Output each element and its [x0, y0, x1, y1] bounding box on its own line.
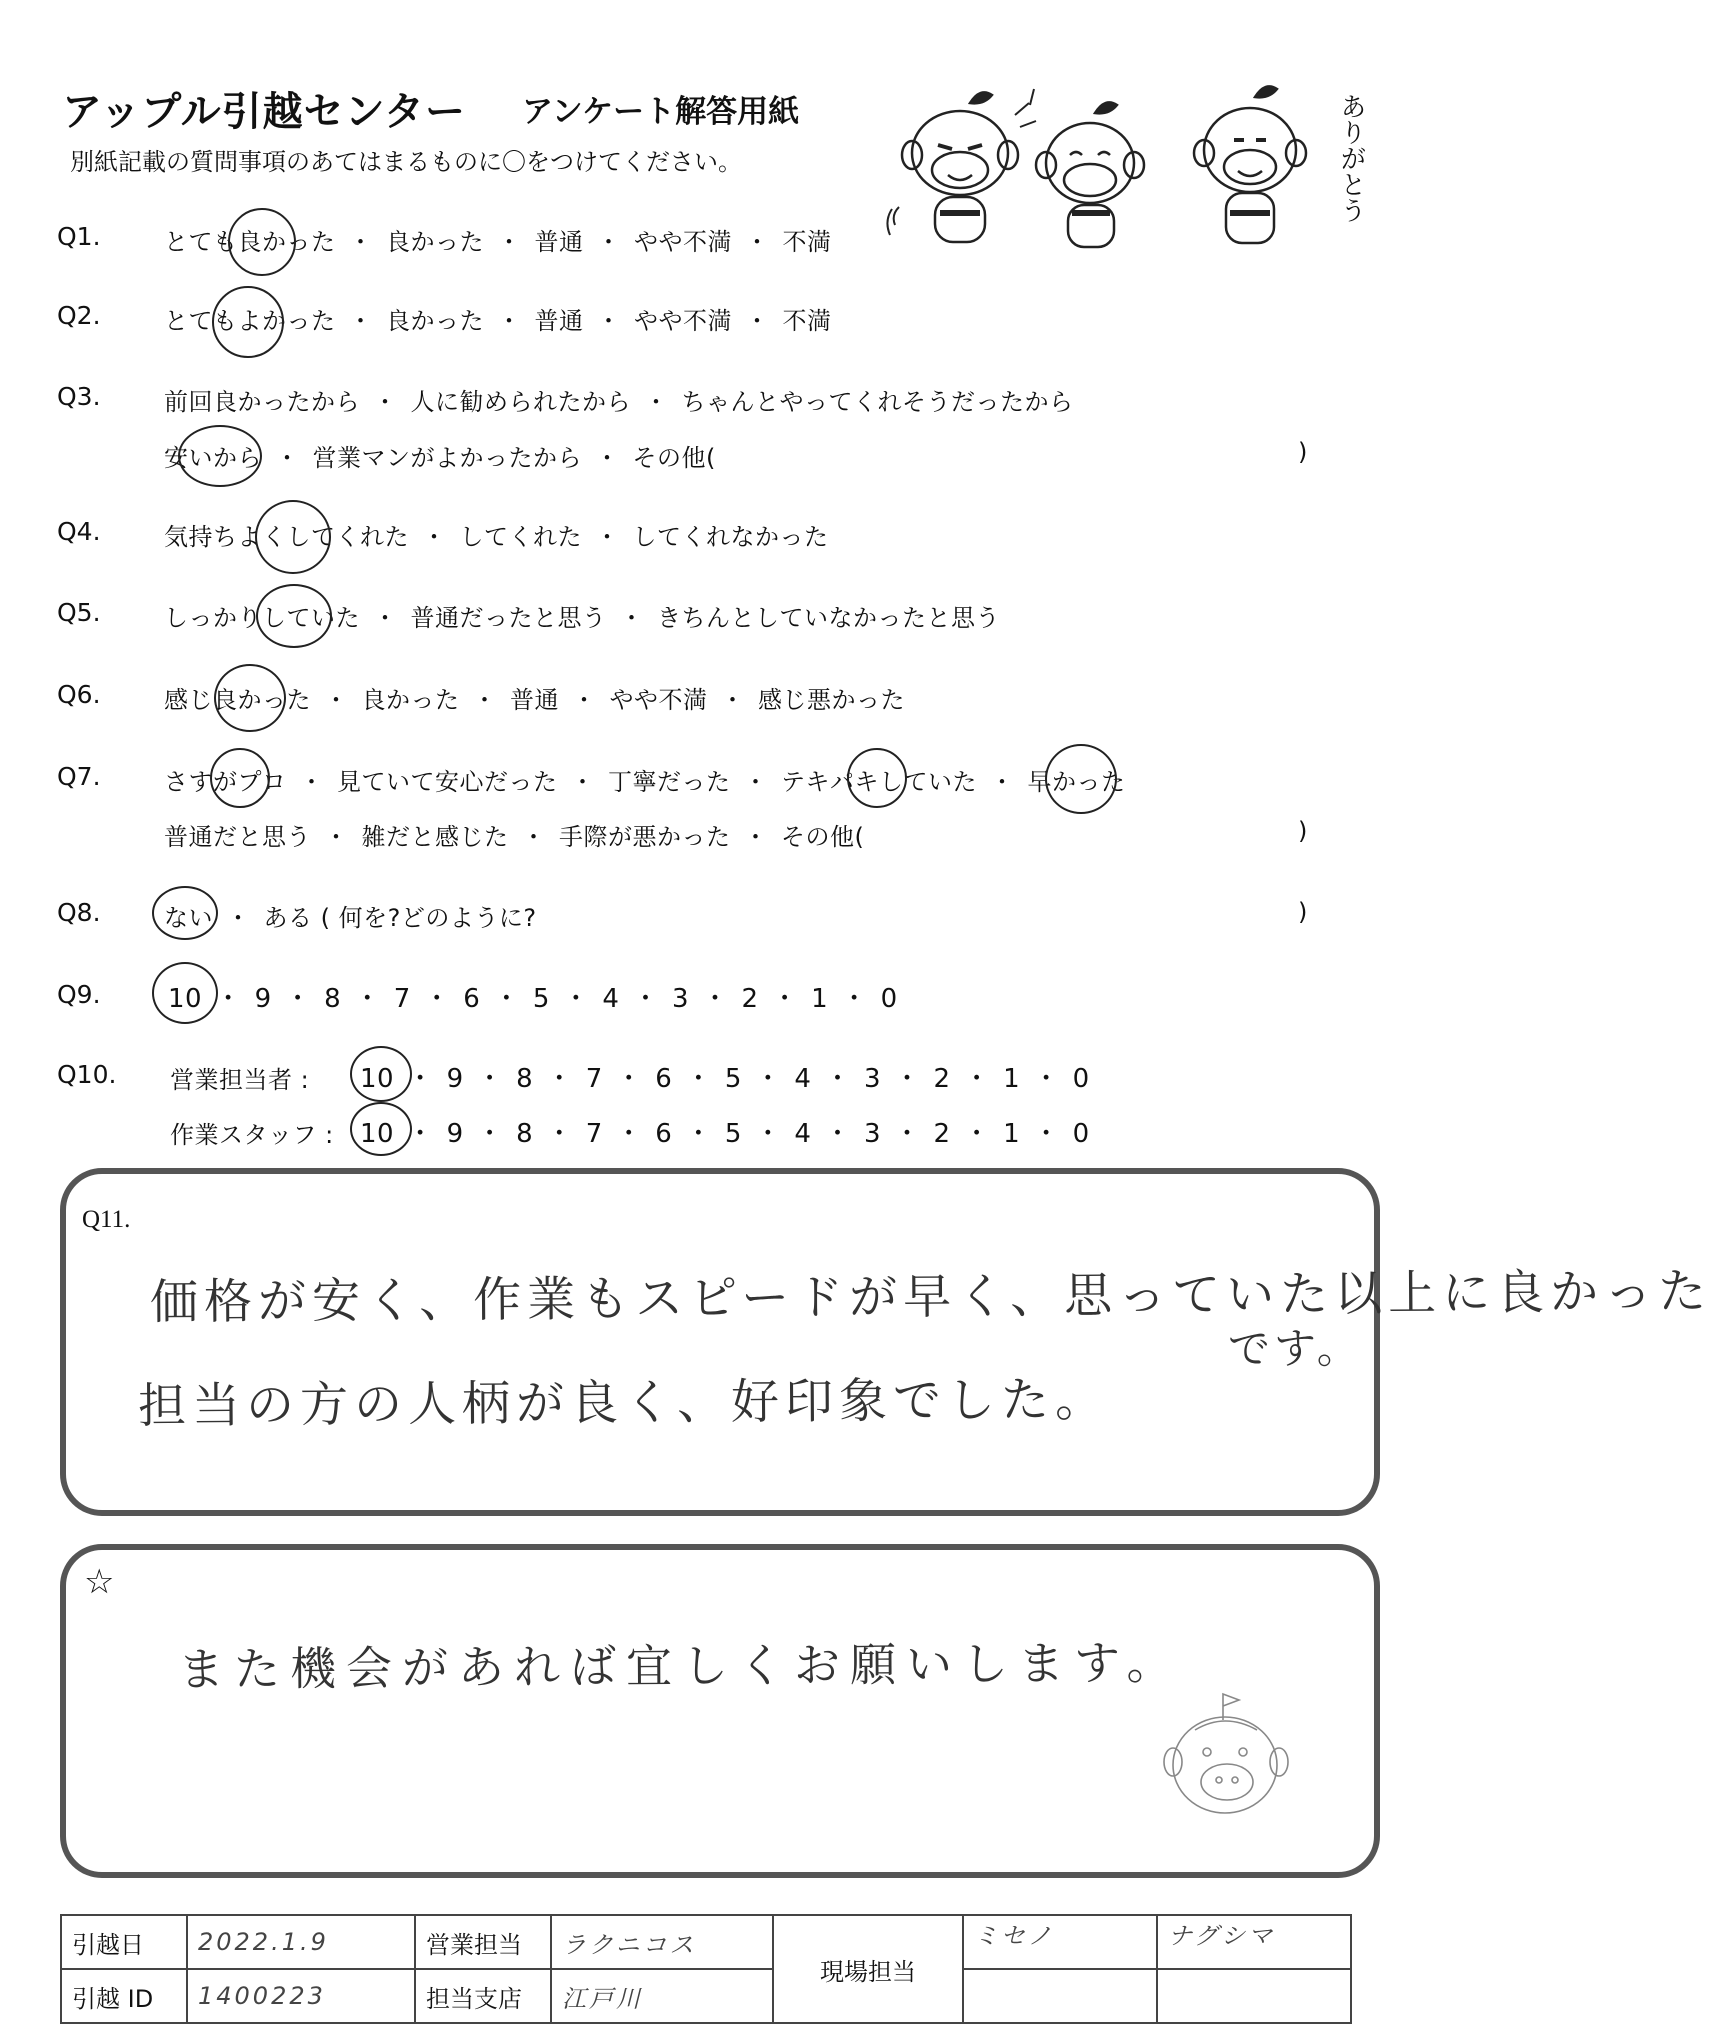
q10-score[interactable]: 5 [724, 1064, 742, 1094]
q2-selection-circle [212, 286, 284, 358]
move-id-label: 引越 ID [61, 1969, 187, 2023]
q4-option[interactable]: 気持ちよくしてくれた [164, 523, 409, 551]
q10-score[interactable]: 8 [516, 1064, 534, 1094]
q10-label: Q10. [57, 1060, 117, 1089]
q10-sales-label: 営業担当者 : [170, 1066, 310, 1094]
q1-option[interactable]: やや不満 [634, 228, 732, 256]
q5-option[interactable]: 普通だったと思う [410, 604, 607, 632]
q6-option[interactable]: 感じ良かった [164, 686, 311, 714]
q3-option[interactable]: 安いから [164, 444, 262, 472]
q11-answer-line1-cont: です。 [1227, 1323, 1363, 1374]
q1-option[interactable]: 良かった [386, 228, 484, 256]
q1-selection-circle [228, 208, 296, 276]
site-staff-1-extra [963, 1969, 1157, 2023]
q9-score[interactable]: 9 [254, 984, 272, 1014]
q10-score[interactable]: 2 [933, 1064, 951, 1094]
q2-option[interactable]: 普通 [534, 307, 584, 335]
q7-option[interactable]: 普通だと思う [164, 823, 311, 851]
site-staff-label: 現場担当 [773, 1915, 963, 2023]
sales-rep-value: ラクニコス [551, 1915, 773, 1969]
q10-staff-scale: 10 ・ 9 ・ 8 ・ 7 ・ 6 ・ 5 ・ 4 ・ 3 ・ 2 ・ 1 ・ 0 [360, 1119, 1090, 1149]
q10-score[interactable]: 4 [794, 1064, 812, 1094]
q10-score[interactable]: 5 [724, 1119, 742, 1149]
brand-name: アップル引越センター [62, 89, 466, 135]
q3-close-paren: ) [1298, 438, 1308, 466]
q11-title: Q11. [82, 1206, 131, 1233]
q7-option[interactable]: 丁寧だった [608, 768, 731, 796]
q2-options: とてもよかった ・ 良かった ・ 普通 ・ やや不満 ・ 不満 [164, 307, 832, 335]
q7-selection-circle [847, 748, 907, 808]
q10-sales-scale: 10 ・ 9 ・ 8 ・ 7 ・ 6 ・ 5 ・ 4 ・ 3 ・ 2 ・ 1 ・ 0 [360, 1064, 1090, 1094]
q10-score[interactable]: 9 [446, 1119, 464, 1149]
q7-option[interactable]: テキパキしていた [781, 768, 977, 796]
q1-option[interactable]: 不満 [782, 228, 832, 256]
comment-text: また機会があれば宜しくお願いします。 [177, 1635, 1183, 1697]
mascot-illustration [890, 85, 1360, 260]
q10-staff-label: 作業スタッフ : [170, 1121, 334, 1149]
q6-option[interactable]: やや不満 [609, 686, 708, 714]
q6-option[interactable]: 感じ悪かった [758, 686, 905, 714]
q10-score[interactable]: 0 [1072, 1119, 1090, 1149]
doodle-drawing [1155, 1690, 1305, 1830]
q3-option[interactable]: ちゃんとやってくれそうだったから [681, 388, 1074, 416]
star-icon: ☆ [84, 1562, 115, 1602]
thanks-text: ありがとう [1336, 93, 1366, 223]
q7-option[interactable]: 雑だと感じた [361, 823, 509, 851]
q10-score[interactable]: 9 [446, 1064, 464, 1094]
q10-sales-selection-circle [350, 1046, 412, 1102]
q9-score[interactable]: 6 [463, 984, 481, 1014]
q7-selection-circle [210, 748, 270, 808]
q11-answer-line1: 価格が安く、作業もスピードが早く、思っていた以上に良かった [149, 1263, 1712, 1331]
q2-option[interactable]: 良かった [386, 307, 484, 335]
sales-rep-label: 営業担当 [415, 1915, 551, 1969]
q4-selection-circle [255, 500, 331, 574]
q10-score[interactable]: 10 [360, 1064, 395, 1094]
site-staff-2: ナグシマ [1157, 1915, 1351, 1969]
q10-score[interactable]: 7 [585, 1119, 603, 1149]
q10-score[interactable]: 7 [585, 1064, 603, 1094]
q8-close-paren: ) [1298, 898, 1308, 926]
q3-label: Q3. [57, 382, 101, 411]
q7-option[interactable]: 早かった [1027, 768, 1126, 796]
q9-score[interactable]: 0 [880, 984, 898, 1014]
q2-option[interactable]: やや不満 [634, 307, 732, 335]
q10-score[interactable]: 6 [655, 1119, 673, 1149]
move-date-value: 2022.1.9 [187, 1915, 415, 1969]
q6-options: 感じ良かった ・ 良かった ・ 普通 ・ やや不満 ・ 感じ悪かった [164, 686, 905, 714]
move-id-value: 1400223 [187, 1969, 415, 2023]
q3-option[interactable]: 営業マンがよかったから [312, 444, 582, 472]
q2-option[interactable]: とてもよかった [164, 307, 336, 335]
q9-score[interactable]: 10 [168, 984, 203, 1014]
q3-option[interactable]: その他( [632, 444, 716, 472]
q9-score[interactable]: 4 [602, 984, 620, 1014]
q4-option[interactable]: してくれた [459, 523, 582, 551]
footer-table [60, 1914, 1352, 2024]
q7-option[interactable]: さすがプロ [164, 768, 287, 796]
q2-option[interactable]: 不満 [782, 307, 832, 335]
q2-label: Q2. [57, 301, 101, 330]
q7-option[interactable]: 見ていて安心だった [337, 768, 558, 796]
q9-score[interactable]: 5 [532, 984, 550, 1014]
q7-options-line1: さすがプロ ・ 見ていて安心だった ・ 丁寧だった ・ テキパキしていた ・ 早かった [164, 768, 1126, 796]
q5-option[interactable]: しっかりしていた [164, 604, 360, 632]
q1-options: とても良かった ・ 良かった ・ 普通 ・ やや不満 ・ 不満 [164, 228, 832, 256]
q4-options: 気持ちよくしてくれた ・ してくれた ・ してくれなかった [164, 523, 829, 551]
q1-option[interactable]: とても良かった [164, 228, 336, 256]
q9-score[interactable]: 1 [811, 984, 829, 1014]
q10-score[interactable]: 1 [1003, 1119, 1021, 1149]
q6-option[interactable]: 普通 [510, 686, 559, 714]
q8-options: ない ・ ある ( 何を?どのように? [164, 904, 537, 932]
q3-options-line1: 前回良かったから ・ 人に勧められたから ・ ちゃんとやってくれそうだったから [164, 388, 1074, 416]
q7-label: Q7. [57, 762, 101, 791]
q4-label: Q4. [57, 517, 101, 546]
q3-selection-circle [178, 425, 262, 487]
q8-label: Q8. [57, 898, 101, 927]
q7-close-paren: ) [1298, 817, 1308, 845]
q10-score[interactable]: 3 [863, 1064, 882, 1094]
q9-score[interactable]: 2 [741, 984, 759, 1014]
q8-option[interactable]: ある ( 何を?どのように? [263, 904, 537, 932]
q7-option[interactable]: 手際が悪かった [559, 823, 731, 851]
q6-selection-circle [214, 664, 286, 732]
q10-score[interactable]: 0 [1072, 1064, 1090, 1094]
q5-selection-circle [256, 584, 332, 648]
site-staff-2-extra [1157, 1969, 1351, 2023]
q11-panel [60, 1168, 1380, 1516]
site-staff-1: ミセノ [963, 1915, 1157, 1969]
q5-options: しっかりしていた ・ 普通だったと思う ・ きちんとしていなかったと思う [164, 604, 1000, 632]
q10-score[interactable]: 4 [794, 1119, 812, 1149]
move-date-label: 引越日 [61, 1915, 187, 1969]
q11-answer-line2: 担当の方の人柄が良く、好印象でした。 [137, 1371, 1110, 1435]
q8-selection-circle [152, 886, 218, 940]
q7-selection-circle [1045, 744, 1117, 814]
q1-label: Q1. [57, 222, 101, 251]
instruction-text: 別紙記載の質問事項のあてはまるものに〇をつけてください。 [70, 148, 742, 176]
q9-scale: 10 ・ 9 ・ 8 ・ 7 ・ 6 ・ 5 ・ 4 ・ 3 ・ 2 ・ 1 ・ 0 [168, 984, 898, 1014]
q9-label: Q9. [57, 980, 101, 1009]
q9-score[interactable]: 8 [324, 984, 342, 1014]
q9-selection-circle [152, 962, 218, 1024]
q10-staff-selection-circle [350, 1102, 412, 1156]
q5-option[interactable]: きちんとしていなかったと思う [657, 604, 1000, 632]
q9-score[interactable]: 7 [393, 984, 411, 1014]
q9-score[interactable]: 3 [671, 984, 690, 1014]
q3-options-line2: 安いから ・ 営業マンがよかったから ・ その他( [164, 444, 716, 472]
q3-option[interactable]: 人に勧められたから [410, 388, 631, 416]
q10-score[interactable]: 3 [863, 1119, 882, 1149]
q7-options-line2: 普通だと思う ・ 雑だと感じた ・ 手際が悪かった ・ その他( [164, 823, 865, 851]
q4-option[interactable]: してくれなかった [632, 523, 829, 551]
q7-option[interactable]: その他( [781, 823, 865, 851]
q10-score[interactable]: 8 [516, 1119, 534, 1149]
q6-option[interactable]: 良かった [361, 686, 460, 714]
q5-label: Q5. [57, 598, 101, 627]
branch-label: 担当支店 [415, 1969, 551, 2023]
q10-score[interactable]: 2 [933, 1119, 951, 1149]
q3-option[interactable]: 前回良かったから [164, 388, 360, 416]
form-subtitle: アンケート解答用紙 [522, 94, 800, 130]
q6-label: Q6. [57, 680, 101, 709]
q10-score[interactable]: 10 [360, 1119, 395, 1149]
branch-value: 江戸川 [551, 1969, 773, 2023]
q8-option[interactable]: ない [164, 904, 213, 932]
q1-option[interactable]: 普通 [534, 228, 584, 256]
q10-score[interactable]: 1 [1003, 1064, 1021, 1094]
q10-score[interactable]: 6 [655, 1064, 673, 1094]
